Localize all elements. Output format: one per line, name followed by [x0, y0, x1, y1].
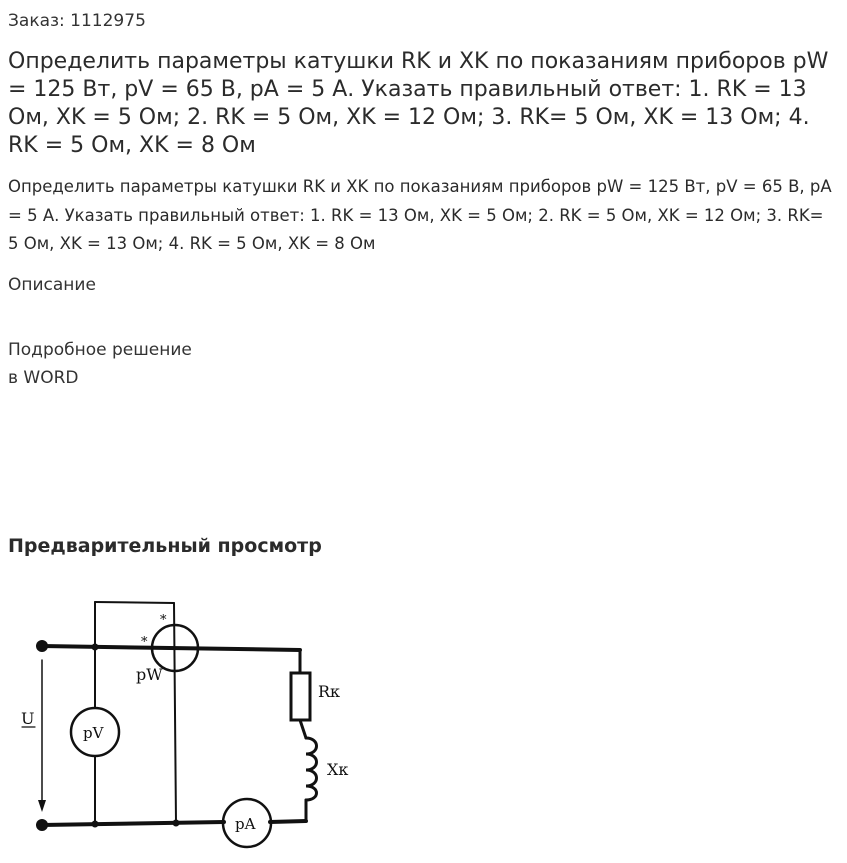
wattmeter-label: pW [136, 665, 163, 684]
inductor-xk [306, 738, 317, 800]
reactance-label: Xк [327, 760, 349, 779]
resistor-rk [291, 673, 310, 720]
circuit-diagram [0, 590, 380, 863]
voltage-label: U [21, 709, 35, 728]
terminal-bottom [36, 819, 48, 831]
junction-bottom-watt [173, 820, 180, 827]
ammeter-label: pA [235, 815, 256, 833]
polarity-mark-voltage: * [160, 613, 167, 628]
solution-line-1: Подробное решение [8, 340, 192, 360]
watt-loop-top [95, 602, 174, 603]
solution-note [8, 336, 192, 392]
voltmeter-label: pV [83, 724, 104, 742]
voltage-arrow-head [38, 800, 46, 812]
preview-heading: Предварительный просмотр [8, 535, 322, 557]
top-wire [42, 646, 300, 650]
watt-loop-right [174, 603, 176, 823]
bottom-wire-left [42, 822, 224, 825]
solution-line-2: в WORD [8, 368, 79, 388]
terminal-top [36, 640, 48, 652]
description-section-label: Описание [8, 275, 96, 295]
bottom-wire-right [270, 821, 306, 822]
task-title: Определить параметры катушки RK и XK по показаниям приборов pW = 125 Вт, pV = 65 В, pA = 5 А. Указать правильный ответ: 1. RK = 13 Ом, XK = 5 Ом; 2. RK = 5 Ом, XK = 12 Ом; 3. RK= 5 Ом, XK = 13 Ом; 4. RK = 5 Ом, XK = 8 Ом [8, 49, 829, 158]
junction-bottom-voltmeter [92, 821, 99, 828]
junction-top-voltmeter [92, 644, 99, 651]
right-wire-mid [300, 720, 306, 738]
resistance-label: Rк [318, 682, 341, 701]
order-number: Заказ: 1112975 [8, 11, 146, 31]
task-description: Определить параметры катушки RK и XK по показаниям приборов pW = 125 Вт, pV = 65 В, pA = 5 А. Указать правильный ответ: 1. RK = 13 Ом, XK = 5 Ом; 2. RK = 5 Ом, XK = 12 Ом; 3. RK= 5 Ом, XK = 13 Ом; 4. RK = 5 Ом, XK = 8 Ом [8, 177, 832, 253]
polarity-mark-current: * [141, 635, 148, 650]
